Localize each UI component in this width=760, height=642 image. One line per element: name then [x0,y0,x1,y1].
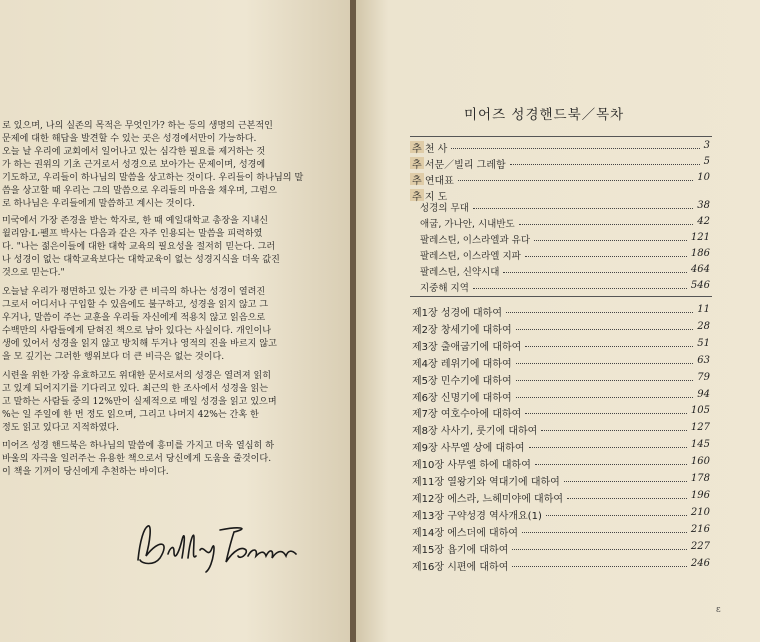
toc-leader-dots [519,224,693,225]
toc-entry-label: 제16장 시편에 대하여 [412,561,509,573]
toc-entry-page: 546 [690,280,710,291]
toc-entry-label: 제7장 여호수아에 대하여 [412,409,522,421]
toc-entry [412,200,710,214]
toc-leader-dots [516,329,693,330]
toc-entry-page: 10 [697,172,710,183]
toc-entry-page: 216 [690,523,710,535]
toc-entry-page: 105 [690,405,710,417]
toc-entry [412,156,710,170]
toc-leader-dots [525,413,687,414]
left-page [0,0,350,642]
toc-entry-label: 성경의 무대 [420,203,469,214]
toc-entry-page: 63 [697,354,710,366]
toc-entry [412,422,710,436]
toc-entry-label: 애굽, 가나안, 시내반도 [420,219,515,230]
toc-entry-label: 제9장 사무엘 상에 대하여 [412,443,525,455]
toc-leader-dots [506,312,693,313]
toc-entry-label: 제4장 레위기에 대하여 [412,358,512,370]
paragraph-3: 오늘날 우리가 평면하고 있는 가장 큰 비극의 하나는 성경이 열려진 그로서 어디서나 구입할 수 있음에도 불구하고, 성경을 읽지 않고 그 우거나, 말씀이 주는 교훈을 우리들 자신에게 적용치 않고 읽음으로 수백만의 사람들에게 닫혀진 책으로 남아 있다는 사실이다. 개인이나 생에 있어서 성경을 읽지 않고 방치해 두거나 영적의 진을 바르지 않고 을 모 깊기는 그러한 행위보다 더 큰 비극은 없는 것이다. [2,287,277,362]
toc-leader-dots [503,272,687,273]
toc-entry [412,507,710,521]
toc-title: 미어즈 성경핸드북／목차 [464,107,625,123]
toc-entry-label: 추 연대표 [412,176,454,187]
toc-entry-page: 38 [697,200,710,211]
toc-entry [412,321,710,335]
toc-entry [412,264,710,278]
toc-entry-label: 제2장 창세기에 대하여 [412,324,512,336]
toc-entry-page: 464 [690,264,710,275]
toc-entry [412,405,710,419]
toc-leader-dots [534,240,687,241]
toc-entry-page: 94 [697,388,710,400]
toc-entry-page: 196 [690,489,710,501]
toc-entry [412,490,710,504]
toc-entry-label: 제1장 성경에 대하여 [412,308,502,319]
toc-entry-page: 121 [690,232,710,243]
toc-leader-dots [516,380,693,381]
toc-entry-label: 팔레스틴, 신약시대 [420,267,500,278]
toc-leader-dots [535,464,687,465]
toc-entry [412,456,710,470]
toc-entry [412,280,710,294]
toc-entry [412,541,710,555]
toc-entry-page: 28 [697,320,710,332]
toc-leader-dots [516,397,693,398]
toc-entry [412,232,710,246]
toc-entry-label: 추 천 사 [412,144,448,155]
toc-entry [412,389,710,403]
toc-leader-dots [473,288,687,289]
toc-leader-dots [522,532,687,533]
toc-entry-page: 246 [690,557,710,569]
page-mark: ɛ [716,605,721,615]
toc-entry [412,248,710,262]
toc-leader-dots [451,148,700,149]
toc-entry-page: 42 [697,216,710,227]
toc-entry-page: 186 [690,248,710,259]
toc-entry-label: 지중해 지역 [420,283,469,294]
toc-entry-label: 제6장 신명기에 대하여 [412,392,512,404]
toc-entry-label: 제11장 열왕기와 역대기에 대하여 [412,477,560,488]
toc-top-rule [410,136,712,137]
toc-leader-dots [516,363,693,364]
toc-entry-page: 11 [697,304,710,315]
toc-entry-page: 178 [690,473,710,484]
toc-entry-label: 제13장 구약성경 역사개요(1) [412,510,542,522]
toc-entry-page: 5 [703,156,710,167]
toc-leader-dots [473,208,693,209]
toc-entry-label: 제15장 욥기에 대하여 [412,544,509,556]
toc-leader-dots [458,180,693,181]
toc-entry-page: 145 [690,439,710,451]
toc-leader-dots [546,515,687,516]
toc-entry-page: 160 [690,456,710,468]
toc-entry-page: 79 [697,371,710,383]
toc-entry-label: 제12장 에스라, 느헤미야에 대하여 [412,493,564,505]
toc-entry-label: 제5장 민수기에 대하여 [412,375,512,387]
toc-entry-label: 팔레스틴, 이스라엘 지파 [420,251,521,262]
paragraph-1: 로 있으며, 나의 실존의 목적은 무엇인가? 하는 등의 생명의 근본적인 문제에 대한 해답을 발견할 수 있는 곳은 성경에서만이 가능하다. 오늘 날 우리에 교회에서 일어나고 있는 심각한 필요를 제거하는 것 가 하는 권위의 기초 근거로서 성경으로 보아가는 문제이며, 성경에 기도하고, 우리들이 하나님의 말씀을 상고하는 것이다. 우리들이 하나님의 말 씀을 상고할 때 우리는 그의 말씀으로 우리들의 마음을 채우며, 그럼으 로 하나님은 우리들에게 말씀하고 계시는 것이다. [2,121,304,209]
toc-entry [412,355,710,369]
signature-image [130,520,300,576]
toc-leader-dots [525,346,693,347]
toc-leader-dots [567,498,687,499]
paragraph-2: 미국에서 가장 존경을 받는 학자로, 한 때 예일대학교 총장을 지내신 윌리암·L·펠프 박사는 다음과 같은 자주 인용되는 말씀을 피력하였 다. "나는 젊은이들에 대한 대학 교육의 필요성을 절저히 믿는다. 그러 나 성경이 없는 대학교육보다는 대학교육이 없는 성경지식을 더욱 값진 것으로 믿는다." [2,216,280,278]
toc-entry-label: 제3장 출애굽기에 대하여 [412,341,522,353]
toc-entry [412,172,710,186]
toc-leader-dots [512,549,687,550]
toc-entry-label: 팔레스틴, 이스라엘과 유다 [420,235,531,246]
toc-entry [412,216,710,230]
toc-entry-page: 127 [690,422,710,434]
toc-entry-page: 227 [690,540,710,552]
toc-leader-dots [541,430,687,431]
toc-entry [412,140,710,154]
toc-entry [412,558,710,572]
toc-entry-label: 제14장 에스더에 대하여 [412,527,519,539]
toc-leader-dots [525,256,687,257]
toc-entry [412,524,710,538]
toc-entry-label: 제10장 사무엘 하에 대하여 [412,460,531,472]
toc-entry [412,338,710,352]
toc-leader-dots [529,447,687,448]
toc-entry [412,439,710,453]
toc-entry-page: 51 [697,337,710,349]
toc-entry-label: 추 지 도 [412,192,448,203]
toc-divider [410,296,712,297]
toc-entry-label: 제8장 사사기, 룻기에 대하여 [412,426,538,438]
paragraph-4: 시련을 위한 가장 유효하고도 위대한 문서로서의 성경은 열려져 읽히 고 있게 되어지기를 기다리고 있다. 최근의 한 조사에서 성경을 읽는 고 말하는 사람들 중의 12%만이 실제적으로 매일 성경을 읽고 있으며 %는 일 주일에 한 번 정도 읽으며, 그리고 나머지 42%는 간혹 한 정도 읽고 있다고 지적하였다. [2,371,277,433]
toc-entry [412,473,710,487]
toc-entry-label: 추 서문／빌리 그레함 [412,160,506,171]
paragraph-5: 미어즈 성경 핸드북은 하나님의 말씀에 흥미를 가지고 더욱 열심히 하 바울의 자극을 일러주는 유용한 책으로서 당신에게 도움을 줄것이다. 이 책을 기꺼이 당신에게 추천하는 바이다. [2,441,274,477]
toc-entry-page: 210 [690,506,710,518]
toc-entry [412,372,710,386]
toc-entry-page: 3 [703,140,710,151]
toc-entry [412,304,710,318]
toc-leader-dots [512,566,687,567]
toc-leader-dots [510,164,700,165]
toc-leader-dots [564,481,687,482]
